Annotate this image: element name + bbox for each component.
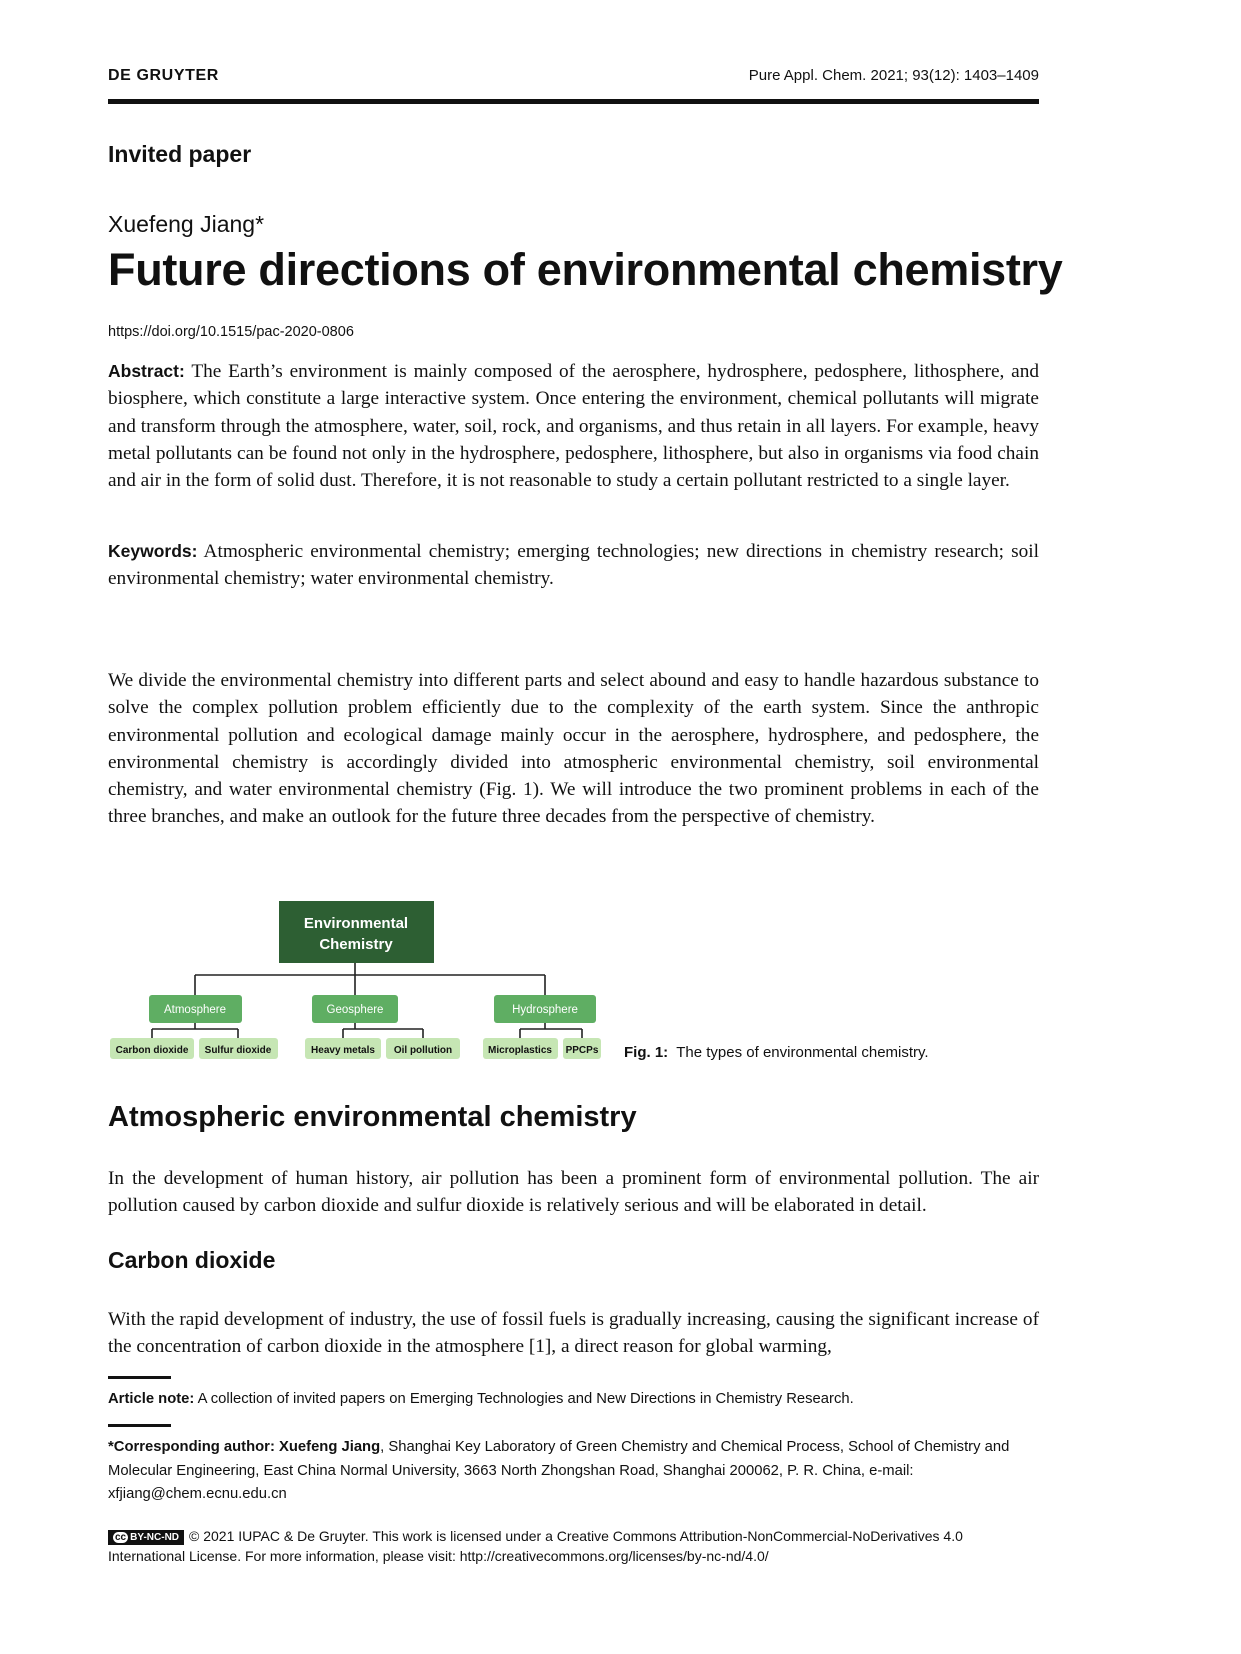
paper-title: Future directions of environmental chemistry [108, 244, 1063, 295]
diagram-branch-hydrosphere-label: Hydrosphere [512, 1004, 578, 1016]
figure-1-diagram [108, 895, 608, 1070]
author-name: Xuefeng Jiang* [108, 211, 265, 237]
figure-caption-text: The types of environmental chemistry. [676, 1044, 929, 1061]
corresponding-text: , Shanghai Key Laboratory of Green Chemistry and Chemical Process, School of Chemistry and Molecular Engineering, East China Normal University, 3663 North Zhongshan Road, Shanghai 200062, P. R. China, e-mail: xfjiang@chem.ecnu.edu.cn [108, 1439, 1010, 1502]
license-badge[interactable] [108, 1530, 184, 1545]
article-note-label: Article note: [108, 1391, 195, 1407]
journal-citation: Pure Appl. Chem. 2021; 93(12): 1403–1409 [748, 67, 1039, 84]
abstract [108, 358, 1039, 494]
publisher-name: DE GRUYTER [108, 67, 219, 84]
article-note [108, 1388, 1039, 1412]
cc-logo: cc [115, 1532, 127, 1543]
diagram-leaf-oil-pollution-label: Oil pollution [393, 1045, 453, 1056]
keywords-text: Atmospheric environmental chemistry; emerging technologies; new directions in chemistry research; soil environmental chemistry; water environmental chemistry. [108, 541, 1039, 590]
abstract-text: The Earth’s environment is mainly composed of the aerosphere, hydrosphere, pedosphere, lithosphere, and biosphere, which constitute a large interactive system. Once entering the environment, chemical pollutants will migrate and transform through the atmosphere, water, soil, rock, and organisms, and thus retain in all layers. For example, heavy metal pollutants can be found not only in the hydrosphere, pedosphere, lithosphere, but also in organisms via food chain and air in the form of solid dust. Therefore, it is not reasonable to study a certain pollutant restricted to a single layer. [108, 361, 1039, 492]
corresponding-name: Xuefeng Jiang [279, 1439, 381, 1455]
figure-caption [624, 1044, 929, 1061]
figure-caption-label: Fig. 1: [624, 1044, 669, 1061]
license-note [108, 1527, 1039, 1566]
diagram-branch-geosphere-label: Geosphere [326, 1004, 384, 1016]
diagram-leaf-microplastics-label: Microplastics [488, 1045, 552, 1056]
header-rule [108, 99, 1039, 104]
corresponding-author-note [108, 1436, 1039, 1507]
diagram-root-box [279, 901, 434, 963]
section-paragraph: In the development of human history, air pollution has been a prominent form of environmental pollution. The air pollution caused by carbon dioxide and sulfur dioxide is relatively serious and will be elaborated in detail. [108, 1168, 1039, 1217]
article-note-text: A collection of invited papers on Emerging Technologies and New Directions in Chemistry Research. [197, 1391, 854, 1407]
license-text: © 2021 IUPAC & De Gruyter. This work is licensed under a Creative Commons Attribution-NonCommercial-NoDerivatives 4.0 International License. For more information, please visit: http://creativecommons.org/licenses/by-nc-nd/4.0/ [108, 1528, 963, 1564]
footnote-rule-2 [108, 1424, 171, 1427]
subsection-paragraph: With the rapid development of industry, the use of fossil fuels is gradually increasing, causing the significant increase of the concentration of carbon dioxide in the atmosphere [1], a direct reason for global warming, [108, 1309, 1039, 1358]
diagram-root-label-1: Environmental [303, 915, 409, 932]
abstract-label: Abstract: [108, 361, 185, 381]
diagram-leaf-carbon-dioxide-label: Carbon dioxide [115, 1045, 189, 1056]
keywords-label: Keywords: [108, 541, 198, 561]
diagram-leaf-heavy-metals-label: Heavy metals [311, 1045, 375, 1056]
paper-type-label: Invited paper [108, 141, 252, 167]
subsection-heading: Carbon dioxide [108, 1247, 276, 1273]
diagram-leaf-sulfur-dioxide-label: Sulfur dioxide [204, 1045, 272, 1056]
diagram-leaf-ppcps-label: PPCPs [565, 1045, 599, 1056]
corresponding-label: *Corresponding author: [108, 1439, 275, 1455]
diagram-root-label-2: Chemistry [319, 936, 393, 953]
intro-paragraph: We divide the environmental chemistry into different parts and select abound and easy to handle hazardous substance to solve the complex pollution problem efficiently due to the complexity of the earth system. Since the anthropic environmental pollution and ecological damage mainly occur in the aerosphere, hydrosphere, and pedosphere, the environmental chemistry is accordingly divided into atmospheric environmental chemistry, soil environmental chemistry, and water environmental chemistry (Fig. 1). We will introduce the two prominent problems in each of the three branches, and make an outlook for the future three decades from the perspective of chemistry. [108, 670, 1039, 828]
footnote-rule [108, 1376, 171, 1379]
keywords [108, 538, 1039, 593]
doi-link[interactable]: https://doi.org/10.1515/pac-2020-0806 [108, 324, 354, 340]
license-badge-text: BY-NC-ND [130, 1532, 180, 1543]
section-heading: Atmospheric environmental chemistry [108, 1101, 637, 1133]
diagram-branch-atmosphere-label: Atmosphere [163, 1004, 227, 1016]
